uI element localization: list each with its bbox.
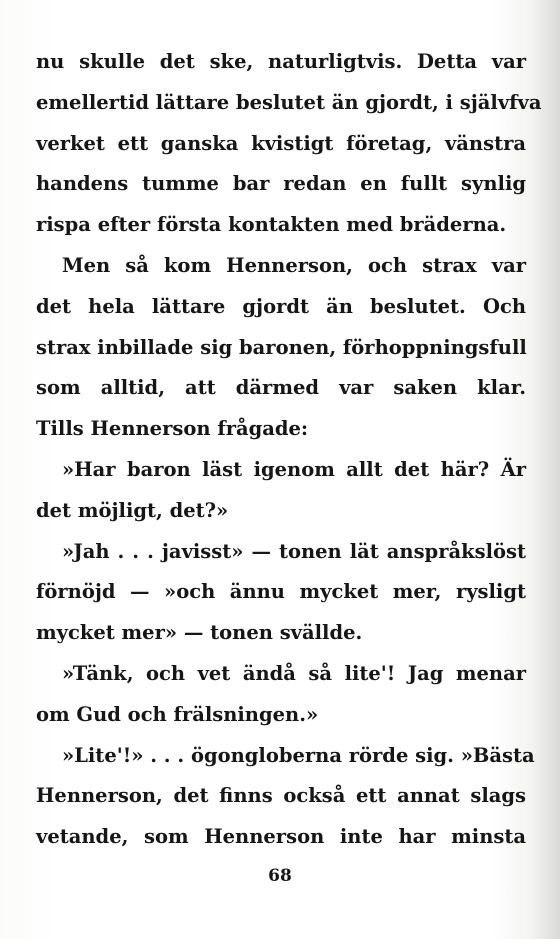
text-line: vetande, som Hennerson inte har minsta	[36, 825, 526, 849]
body-text	[36, 42, 542, 858]
text-line: »Tänk, och vet ändå så lite'! Jag menar	[62, 661, 526, 685]
text-line: Hennerson, det finns också ett annat slags	[36, 784, 526, 808]
text-line: nu skulle det ske, naturligtvis. Detta var	[36, 50, 526, 73]
text-line: »Har baron läst igenom allt det här? Är	[62, 457, 526, 481]
text-line: Tills Hennerson frågade:	[36, 417, 309, 441]
page-number: 68	[268, 866, 292, 886]
text-line: emellertid lättare beslutet än gjordt, i självfva	[36, 90, 542, 114]
text-line: »Lite'!» . . . ögongloberna rörde sig. »Bästa	[62, 743, 535, 767]
text-line: rispa efter första kontakten med bräderna.	[36, 213, 507, 237]
text-line: Men så kom Hennerson, och strax var	[62, 253, 526, 277]
text-line: som alltid, att därmed var saken klar.	[36, 376, 526, 400]
text-line: det hela lättare gjordt än beslutet. Och	[36, 294, 526, 318]
text-line: »Jah . . . javisst» — tonen lät anspråkslöst	[62, 539, 526, 563]
text-line: verket ett ganska kvistigt företag, vänstra	[36, 131, 526, 155]
text-line: mycket mer» — tonen svällde.	[36, 621, 363, 645]
text-line: handens tumme bar redan en fullt synlig	[36, 172, 526, 196]
text-line: strax inbillade sig baronen, förhoppningsfull	[36, 335, 527, 359]
text-line: det möjligt, det?»	[36, 498, 229, 522]
text-line: förnöjd — »och ännu mycket mer, rysligt	[36, 580, 526, 604]
text-line: om Gud och frälsningen.»	[36, 702, 319, 726]
